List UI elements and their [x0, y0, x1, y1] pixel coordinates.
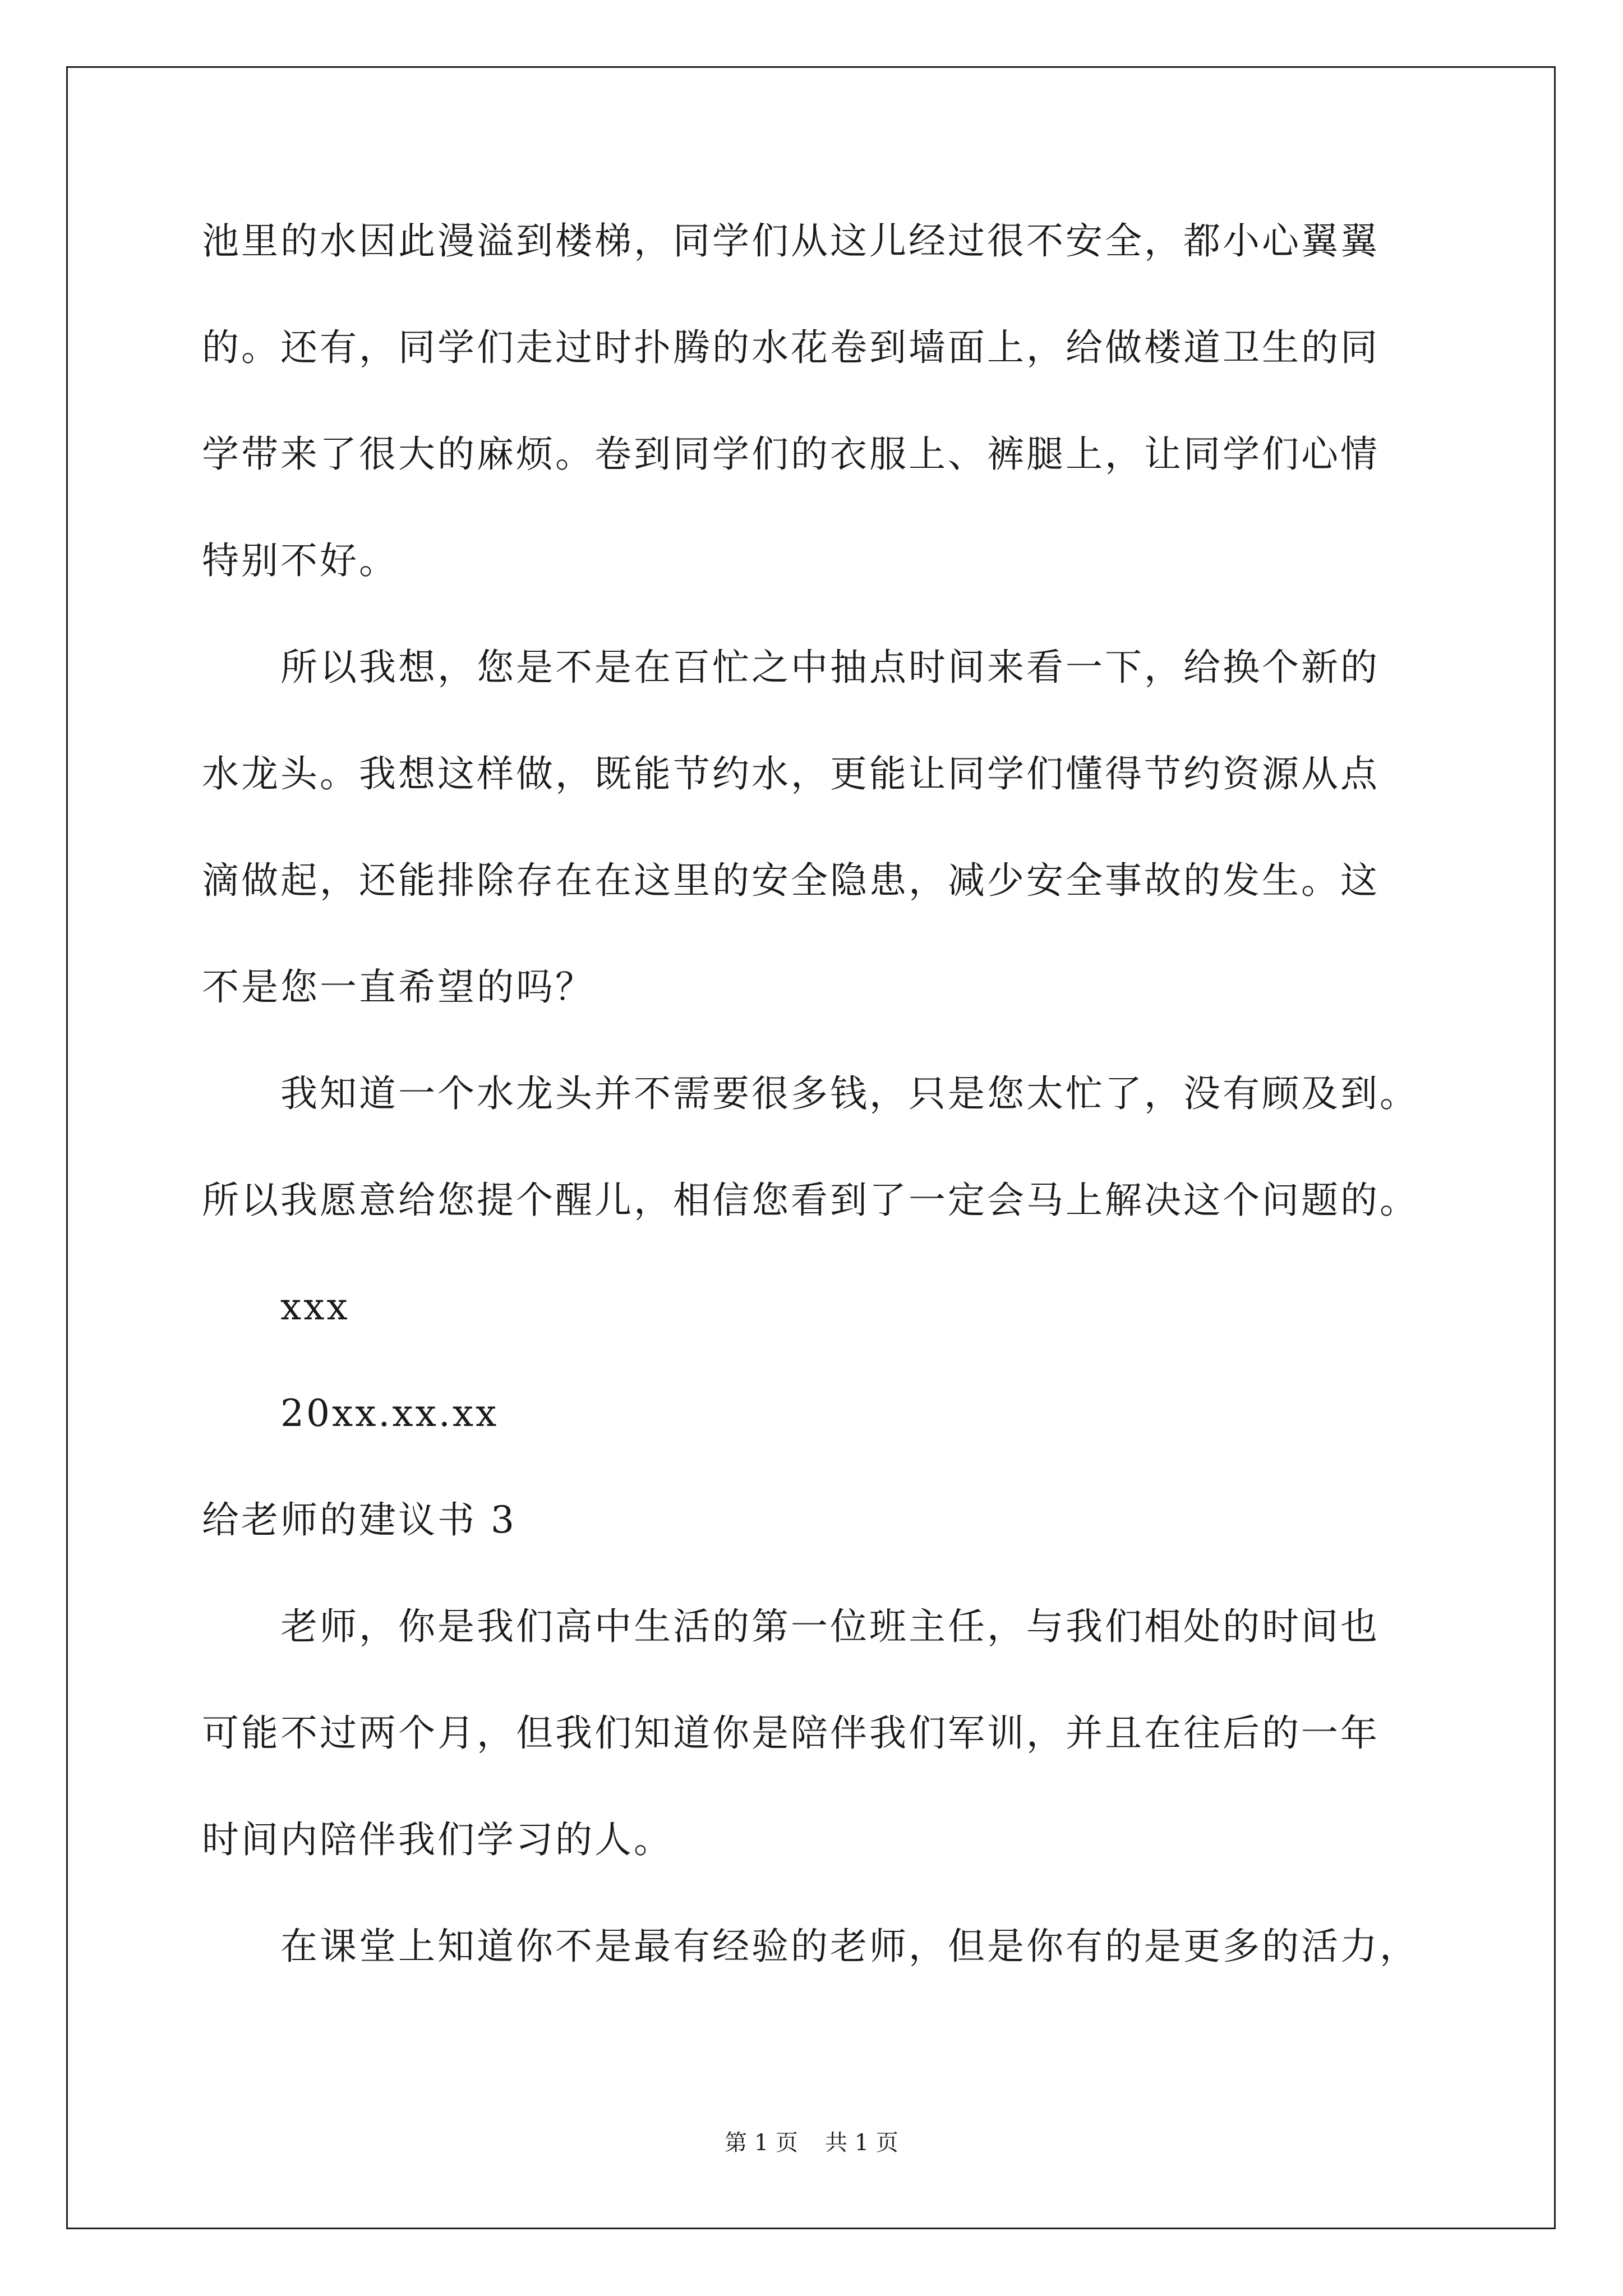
paragraph-line: 老师，你是我们高中生活的第一位班主任，与我们相处的时间也: [280, 1605, 1380, 1648]
paragraph-line: 的。还有，同学们走过时扑腾的水花卷到墙面上，给做楼道卫生的同: [202, 326, 1380, 369]
paragraph-line: 所以我愿意给您提个醒儿，相信您看到了一定会马上解决这个问题的。: [202, 1179, 1419, 1222]
page-border: [66, 66, 1556, 2229]
paragraph-line: 水龙头。我想这样做，既能节约水，更能让同学们懂得节约资源从点: [202, 752, 1380, 795]
page-number: 第 1 页: [725, 2130, 798, 2156]
paragraph-line: 学带来了很大的麻烦。卷到同学们的衣服上、裤腿上，让同学们心情: [202, 432, 1380, 476]
paragraph-line: 在课堂上知道你不是最有经验的老师，但是你有的是更多的活力，: [280, 1925, 1419, 1968]
paragraph-line: 滴做起，还能排除存在在这里的安全隐患，减少安全事故的发生。这: [202, 859, 1380, 902]
signature-date: 20xx.xx.xx: [280, 1392, 499, 1435]
paragraph-line: 所以我想，您是不是在百忙之中抽点时间来看一下，给换个新的: [280, 646, 1380, 689]
paragraph-line: 不是您一直希望的吗？: [202, 965, 594, 1009]
paragraph-line: 池里的水因此漫溢到楼梯，同学们从这儿经过很不安全，都小心翼翼: [202, 219, 1380, 263]
section-heading: 给老师的建议书 3: [202, 1498, 517, 1542]
page-footer: [0, 2129, 1623, 2157]
signature-name: xxx: [280, 1285, 350, 1328]
paragraph-line: 可能不过两个月，但我们知道你是陪伴我们军训，并且在往后的一年: [202, 1711, 1380, 1755]
paragraph-line: 特别不好。: [202, 539, 398, 582]
paragraph-line: 时间内陪伴我们学习的人。: [202, 1818, 673, 1861]
page-total: 共 1 页: [825, 2130, 898, 2156]
paragraph-line: 我知道一个水龙头并不需要很多钱，只是您太忙了，没有顾及到。: [280, 1072, 1419, 1115]
